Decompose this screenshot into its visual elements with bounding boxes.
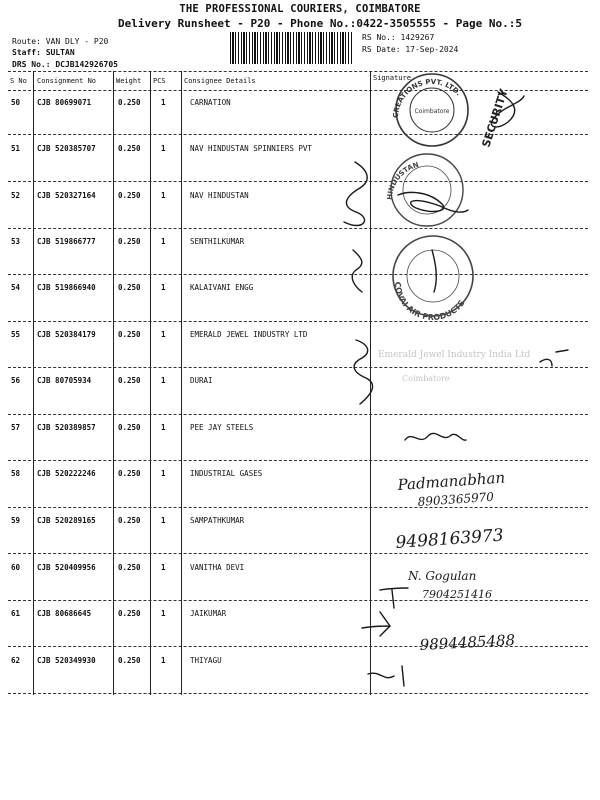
stamp-mid-arc-text: HINDUSTAN (385, 160, 420, 201)
header-top-rule (8, 71, 588, 72)
rs-date-label: RS Date: (362, 45, 401, 54)
row-sno: 56 (11, 376, 21, 385)
drs-value: DCJB142926705 (55, 60, 118, 69)
row-weight: 0.250 (118, 656, 141, 665)
staff-label: Staff: (12, 48, 41, 57)
row-consignee: INDUSTRIAL GASES (190, 469, 263, 478)
row-consignee: KALAIVANI ENGG (190, 283, 254, 292)
header-bottom-rule (8, 90, 588, 91)
company-stamp-bottom (393, 236, 473, 322)
row-divider (8, 228, 588, 229)
row-consignment: CJB 520389857 (37, 423, 96, 432)
row-consignment: CJB 520222246 (37, 469, 96, 478)
row-consignment: CJB 519866940 (37, 283, 96, 292)
row-divider (8, 321, 588, 322)
row-pcs: 1 (161, 98, 166, 107)
row-consignee: DURAI (190, 376, 213, 385)
row-consignee: JAIKUMAR (190, 609, 227, 618)
row-consignment: CJB 80686645 (37, 609, 92, 618)
row-pcs: 1 (161, 469, 166, 478)
row-weight: 0.250 (118, 191, 141, 200)
row-pcs: 1 (161, 237, 166, 246)
svg-text:COVAI AIR PRODUCTS (393, 281, 467, 322)
col-sep (181, 71, 182, 695)
row-consignment: CJB 520409956 (37, 563, 96, 572)
col-sep (150, 71, 151, 695)
row-sno: 61 (11, 609, 21, 618)
row-sno: 59 (11, 516, 21, 525)
row-consignment: CJB 520349930 (37, 656, 96, 665)
row-consignment: CJB 80705934 (37, 376, 92, 385)
row-weight: 0.250 (118, 376, 141, 385)
route-label: Route: (12, 37, 41, 46)
row-divider (8, 693, 588, 694)
row-consignee: THIYAGU (190, 656, 222, 665)
rs-date-value: 17-Sep-2024 (405, 45, 459, 54)
stamp-bottom-arc-text: COVAI AIR PRODUCTS (392, 281, 467, 323)
row-sno: 57 (11, 423, 21, 432)
row-pcs: 1 (161, 563, 166, 572)
row-weight: 0.250 (118, 563, 141, 572)
col-weight: Weight (116, 77, 142, 85)
route-line (12, 37, 108, 46)
company-stamp-top (392, 74, 468, 146)
barcode (230, 32, 352, 64)
drs-line (12, 60, 118, 69)
row-sno: 62 (11, 656, 21, 665)
row-divider (8, 181, 588, 182)
row-pcs: 1 (161, 191, 166, 200)
row-consignment: CJB 519866777 (37, 237, 96, 246)
row-sno: 53 (11, 237, 21, 246)
row-divider (8, 274, 588, 275)
row-sno: 55 (11, 330, 21, 339)
col-consignment: Consignment No (37, 77, 97, 85)
row-consignment: CJB 520384179 (37, 330, 96, 339)
rs-no-label: RS No.: (362, 33, 396, 42)
row59-handwritten-number: 9498163973 (394, 525, 505, 553)
row-divider (8, 367, 588, 368)
company-title: THE PROFESSIONAL COURIERS, COIMBATORE (179, 3, 421, 15)
col-sep (33, 71, 34, 695)
row-divider (8, 507, 588, 508)
row-weight: 0.250 (118, 469, 141, 478)
row-consignee: NAV HINDUSTAN (190, 191, 249, 200)
security-mark: SECURITY (479, 87, 511, 149)
row-pcs: 1 (161, 656, 166, 665)
row-sno: 52 (11, 191, 21, 200)
route-value: VAN DLY - P20 (45, 37, 109, 46)
row-divider (8, 646, 588, 647)
row-pcs: 1 (161, 283, 166, 292)
row-sno: 58 (11, 469, 21, 478)
row60-handwritten-phone: 7904251416 (422, 588, 492, 601)
row-consignee: NAV HINDUSTAN SPINNIERS PVT (190, 144, 312, 153)
row61-handwritten-phone: 9894485488 (419, 631, 516, 654)
col-sno: S No (10, 77, 27, 85)
row-consignee: PEE JAY STEELS (190, 423, 254, 432)
col-signature: Signature (373, 74, 411, 82)
drs-label: DRS No.: (12, 60, 51, 69)
rs-no-value: 1429267 (400, 33, 435, 42)
row58-handwritten-phone: 8903365970 (417, 489, 495, 509)
row-sno: 51 (11, 144, 21, 153)
row-consignee: EMERALD JEWEL INDUSTRY LTD (190, 330, 308, 339)
row-weight: 0.250 (118, 330, 141, 339)
row-consignee: VANITHA DEVI (190, 563, 245, 572)
row-pcs: 1 (161, 609, 166, 618)
row60-handwritten-name: N. Gogulan (408, 569, 477, 583)
rs-date-line (362, 45, 458, 54)
row-divider (8, 600, 588, 601)
row-divider (8, 134, 588, 135)
row-sno: 60 (11, 563, 21, 572)
row-consignee: CARNATION (190, 98, 231, 107)
row-weight: 0.250 (118, 516, 141, 525)
col-sep (113, 71, 114, 695)
stamp-top-center-text: Coimbatore (414, 108, 450, 115)
svg-text:CREATIONS PVT. LTD. (392, 78, 463, 118)
col-pcs: PCS (153, 77, 166, 85)
row-pcs: 1 (161, 330, 166, 339)
row-consignment: CJB 520385707 (37, 144, 96, 153)
col-sep (370, 71, 371, 695)
row-pcs: 1 (161, 376, 166, 385)
row-consignment: CJB 80699071 (37, 98, 92, 107)
row-weight: 0.250 (118, 283, 141, 292)
row-pcs: 1 (161, 144, 166, 153)
row-divider (8, 414, 588, 415)
rs-no-line (362, 33, 434, 42)
staff-line (12, 48, 75, 57)
row-consignment: CJB 520289165 (37, 516, 96, 525)
row-consignment: CJB 520327164 (37, 191, 96, 200)
row-consignee: SAMPATHKUMAR (190, 516, 245, 525)
company-stamp-middle (386, 154, 463, 226)
col-consignee: Consignee Details (184, 77, 256, 85)
row-weight: 0.250 (118, 144, 141, 153)
row-divider (8, 460, 588, 461)
row-pcs: 1 (161, 423, 166, 432)
stamp-top-arc-text: CREATIONS PVT. LTD. (391, 77, 463, 119)
row-weight: 0.250 (118, 98, 141, 107)
row-weight: 0.250 (118, 237, 141, 246)
row-pcs: 1 (161, 516, 166, 525)
row-sno: 50 (11, 98, 21, 107)
staff-value: SULTAN (45, 48, 75, 57)
row-consignee: SENTHILKUMAR (190, 237, 245, 246)
row-weight: 0.250 (118, 609, 141, 618)
runsheet-title: Delivery Runsheet - P20 - Phone No.:0422-3505555 - Page No.:5 (118, 17, 522, 30)
stamp-emerald-line2: Coimbatore (402, 374, 450, 383)
row58-handwritten-name: Padmanabhan (397, 468, 506, 494)
row-divider (8, 553, 588, 554)
stamp-emerald-line1: Emerald Jewel Industry India Ltd (378, 350, 531, 360)
row-sno: 54 (11, 283, 21, 292)
row-weight: 0.250 (118, 423, 141, 432)
